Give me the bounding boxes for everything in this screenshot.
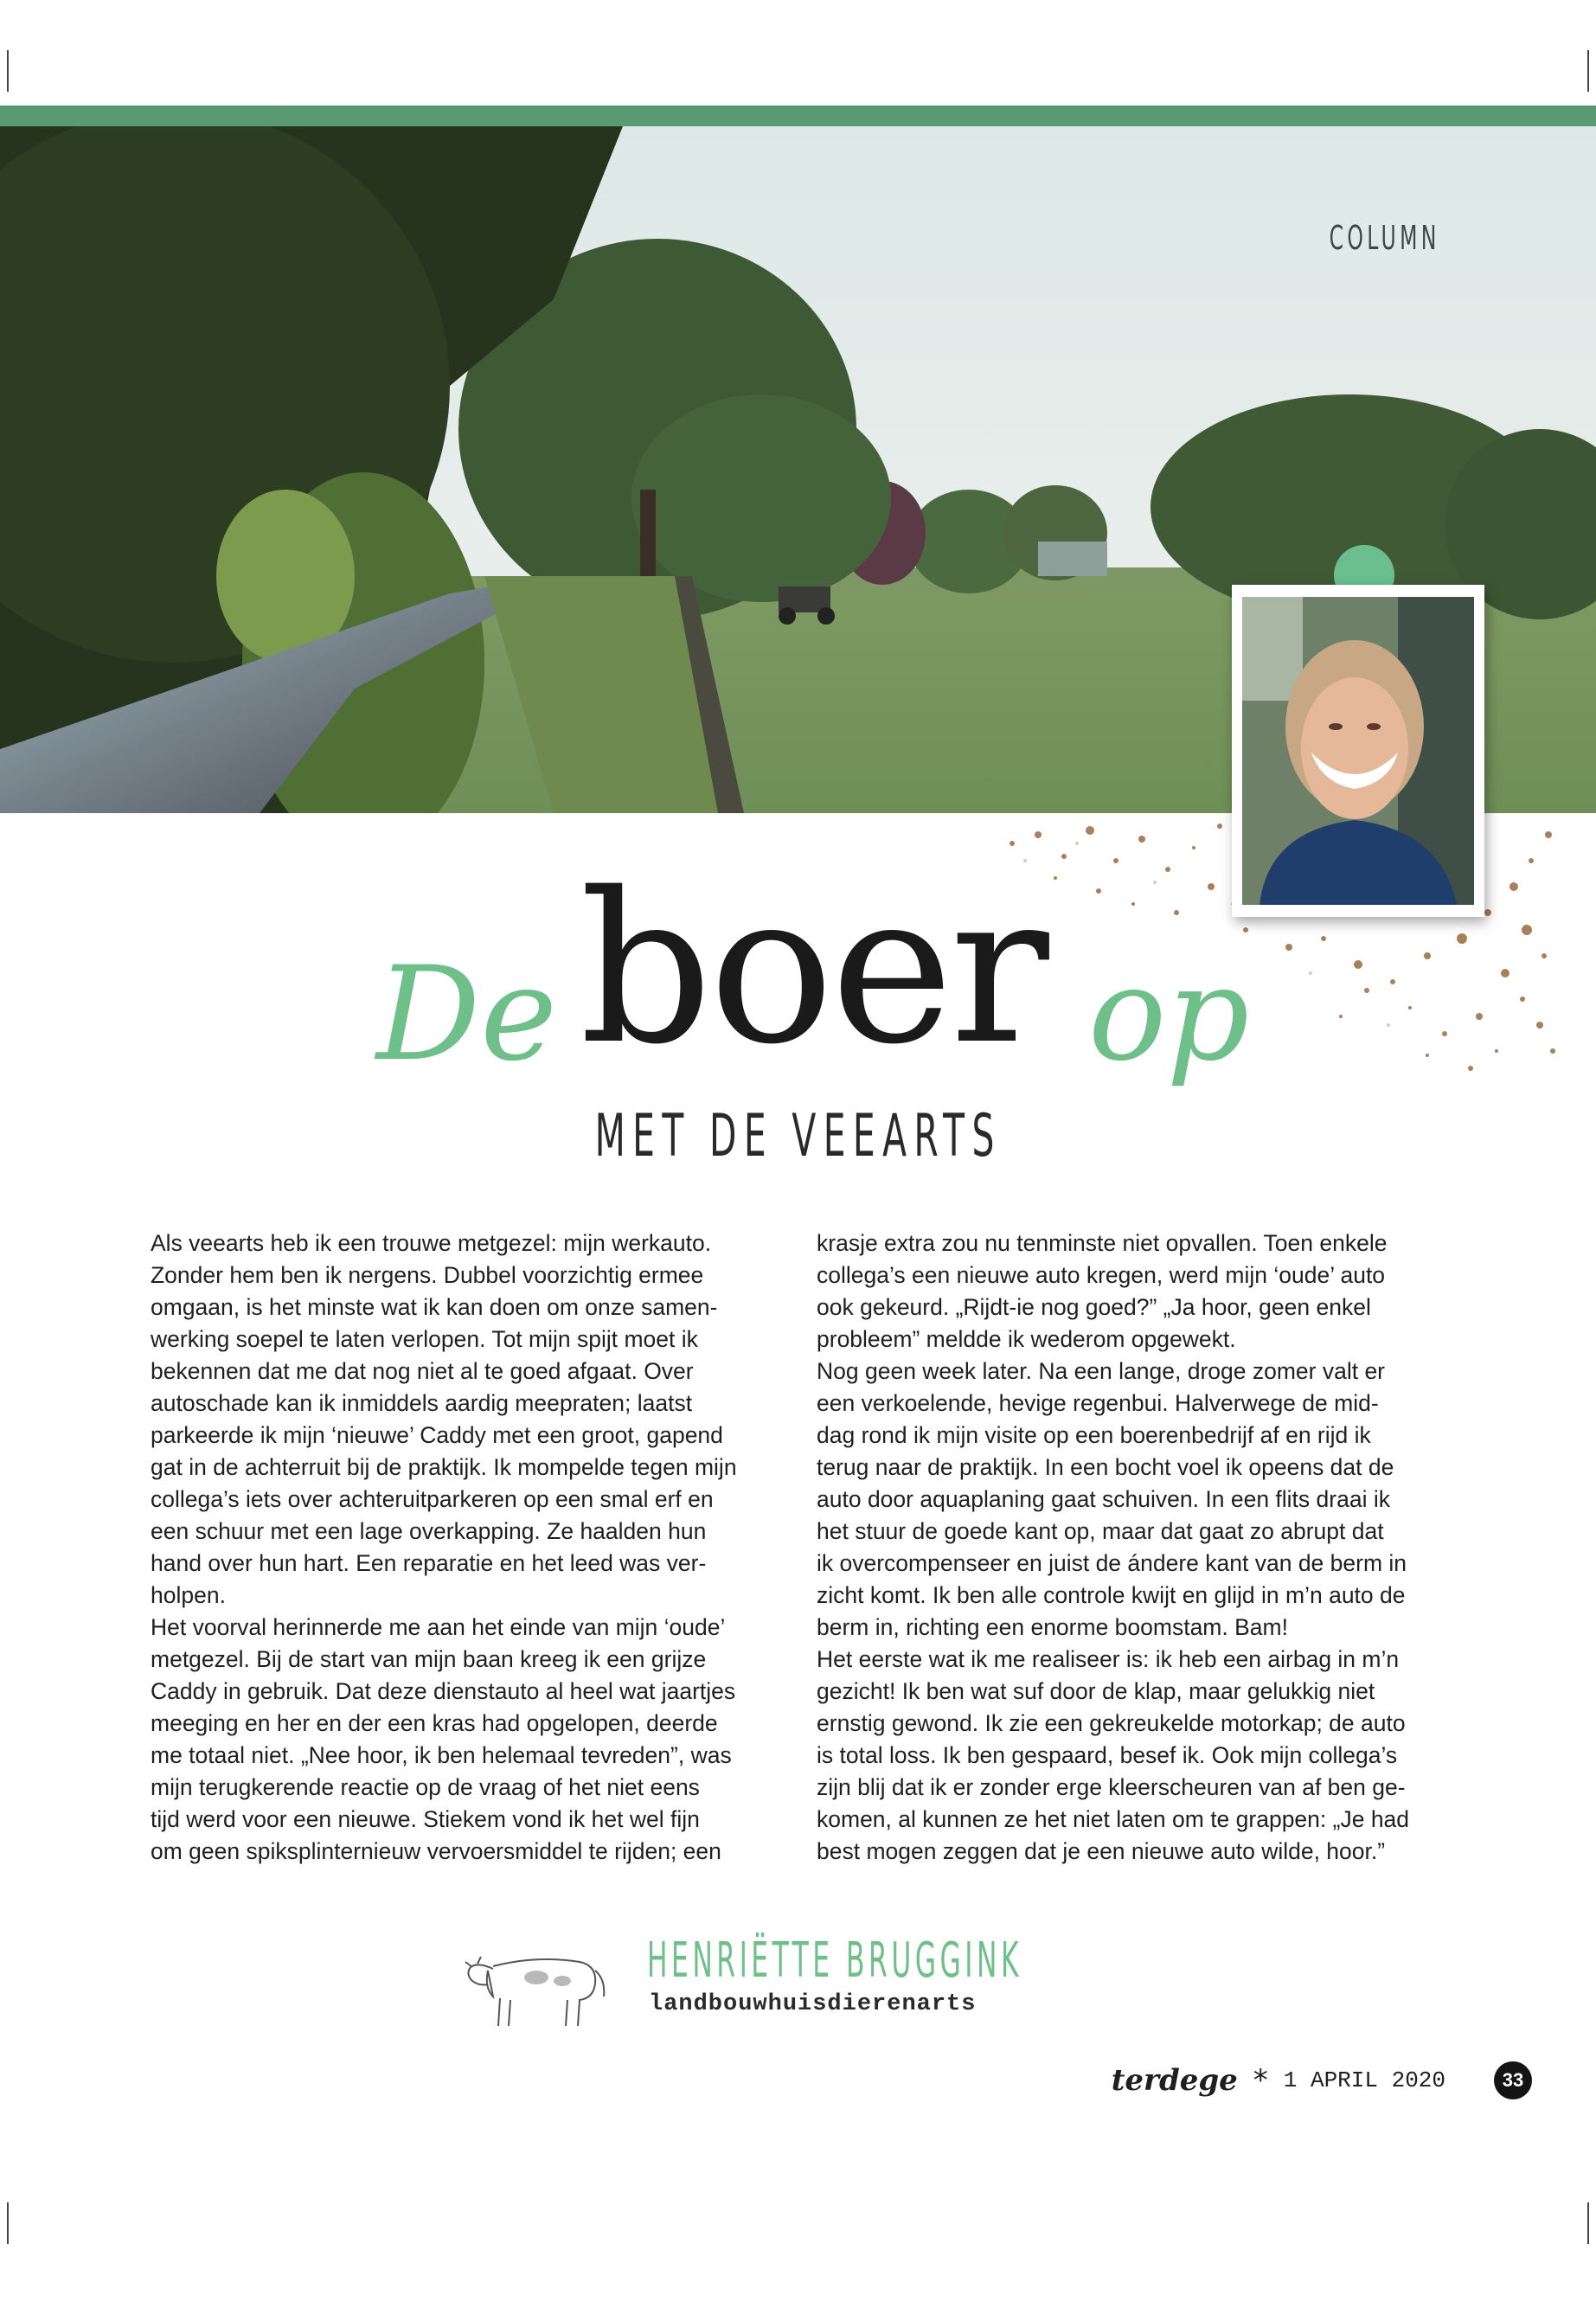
crop-mark-top-left xyxy=(7,50,9,92)
body-line: Nog geen week later. Na een lange, droge zomer valt er xyxy=(817,1358,1386,1384)
body-line: krasje extra zou nu tenminste niet opvallen. Toen enkele xyxy=(817,1230,1388,1256)
title-part-op: op xyxy=(1088,939,1250,1090)
issue-date: 1 APRIL 2020 xyxy=(1283,2067,1445,2093)
article-title xyxy=(0,848,1596,1116)
top-color-stripe xyxy=(0,106,1596,126)
body-line: me totaal niet. „Nee hoor, ik ben helemaal tevreden”, was xyxy=(151,1742,732,1768)
body-line: metgezel. Bij de start van mijn baan kreeg ik een grijze xyxy=(151,1646,707,1672)
body-line: dag rond ik mijn visite op een boerenbedrijf af en rijd ik xyxy=(817,1422,1371,1448)
body-column-right xyxy=(817,1227,1474,1868)
author-role: landbouwhuisdierenarts xyxy=(649,1991,977,2017)
cow-icon xyxy=(458,1936,614,2031)
body-line: ook gekeurd. „Rijdt-ie nog goed?” „Ja hoor, geen enkel xyxy=(817,1294,1371,1320)
body-line: werking soepel te laten verlopen. Tot mijn spijt moet ik xyxy=(151,1326,698,1352)
body-line: zicht komt. Ik ben alle controle kwijt en glijd in m’n auto de xyxy=(817,1582,1406,1608)
body-line: omgaan, is het minste wat ik kan doen om onze samen- xyxy=(151,1294,718,1320)
author-name: HENRIËTTE BRUGGINK xyxy=(647,1932,1023,1989)
body-line: collega’s iets over achteruitparkeren op een smal erf en xyxy=(151,1486,714,1512)
body-line: mijn terugkerende reactie op de vraag of het niet eens xyxy=(151,1774,700,1800)
magazine-brand: terdege xyxy=(1111,2063,1238,2098)
title-part-de: De xyxy=(376,939,558,1090)
body-line: auto door aquaplaning gaat schuiven. In een flits draai ik xyxy=(817,1486,1390,1512)
body-line: probleem” meldde ik wederom opgewekt. xyxy=(817,1326,1236,1352)
body-line: Het voorval herinnerde me aan het einde van mijn ‘oude’ xyxy=(151,1614,726,1640)
section-label: COLUMN xyxy=(1329,219,1440,257)
author-signature xyxy=(458,1931,1064,2043)
article-subtitle: MET DE VEEARTS xyxy=(594,1102,1002,1170)
body-line: hand over hun hart. Een reparatie en het leed was ver- xyxy=(151,1550,707,1576)
body-line: ernstig gewond. Ik zie een gekreukelde motorkap; de auto xyxy=(817,1710,1406,1736)
crop-mark-bottom-right xyxy=(1587,2202,1589,2244)
crop-mark-top-right xyxy=(1587,50,1589,92)
body-line: Caddy in gebruik. Dat deze dienstauto al heel wat jaartjes xyxy=(151,1678,736,1704)
page-footer xyxy=(1112,2059,1532,2102)
page-number: 33 xyxy=(1494,2061,1532,2099)
footer-separator: * xyxy=(1253,2063,1268,2098)
body-line: bekennen dat me dat nog niet al te goed afgaat. Over xyxy=(151,1358,694,1384)
body-line: collega’s een nieuwe auto kregen, werd mijn ‘oude’ auto xyxy=(817,1262,1386,1288)
body-line: gezicht! Ik ben wat suf door de klap, maar gelukkig niet xyxy=(817,1678,1375,1704)
body-line: ik overcompenseer en juist de ándere kant van de berm in xyxy=(817,1550,1407,1576)
body-line: om geen spiksplinternieuw vervoersmiddel te rijden; een xyxy=(151,1838,721,1864)
body-line: terug naar de praktijk. In een bocht voel ik opeens dat de xyxy=(817,1454,1394,1480)
body-line: holpen. xyxy=(151,1582,226,1608)
body-line: parkeerde ik mijn ‘nieuwe’ Caddy met een groot, gapend xyxy=(151,1422,723,1448)
body-line: tijd werd voor een nieuwe. Stiekem vond ik het wel fijn xyxy=(151,1806,700,1832)
body-column-left xyxy=(151,1227,808,1868)
body-line: zijn blij dat ik er zonder erge kleerscheuren van af ben ge- xyxy=(817,1774,1406,1800)
body-line: komen, al kunnen ze het niet laten om te grappen: „Je had xyxy=(817,1806,1410,1832)
crop-mark-bottom-left xyxy=(7,2202,9,2244)
title-part-boer: boer xyxy=(580,848,1046,1090)
body-line: Zonder hem ben ik nergens. Dubbel voorzichtig ermee xyxy=(151,1262,704,1288)
body-line: het stuur de goede kant op, maar dat gaat zo abrupt dat xyxy=(817,1518,1384,1544)
body-line: gat in de achterruit bij de praktijk. Ik mompelde tegen mijn xyxy=(151,1454,737,1480)
body-line: autoschade kan ik inmiddels aardig meepraten; laatst xyxy=(151,1390,693,1416)
body-line: een schuur met een lage overkapping. Ze haalden hun xyxy=(151,1518,707,1544)
body-line: Het eerste wat ik me realiseer is: ik heb een airbag in m’n xyxy=(817,1646,1400,1672)
body-line: berm in, richting een enorme boomstam. Bam! xyxy=(817,1614,1288,1640)
body-line: is total loss. Ik ben gespaard, besef ik. Ook mijn collega’s xyxy=(817,1742,1398,1768)
body-line: een verkoelende, hevige regenbui. Halverwege de mid- xyxy=(817,1390,1379,1416)
body-line: Als veearts heb ik een trouwe metgezel: mijn werkauto. xyxy=(151,1230,712,1256)
body-line: meeging en her en der een kras had opgelopen, deerde xyxy=(151,1710,718,1736)
body-line: best mogen zeggen dat je een nieuwe auto wilde, hoor.” xyxy=(817,1838,1386,1864)
